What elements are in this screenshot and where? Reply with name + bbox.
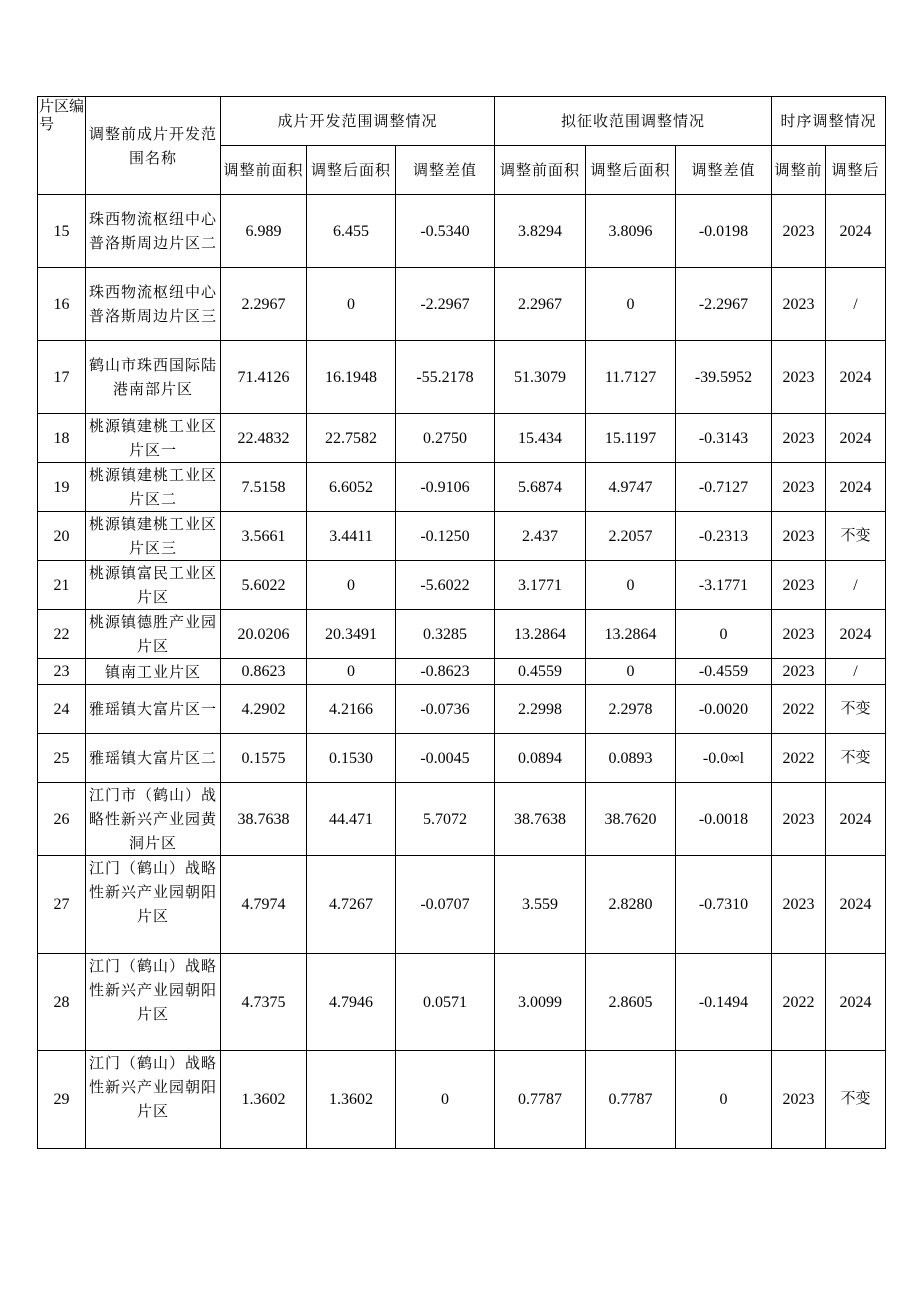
dev-diff: 0 bbox=[396, 1051, 495, 1149]
dev-before: 4.2902 bbox=[221, 685, 307, 734]
table-row bbox=[38, 268, 886, 341]
dev-after: 44.471 bbox=[307, 783, 396, 856]
time-after: / bbox=[826, 561, 886, 610]
header-dev-before: 调整前面积 bbox=[221, 146, 307, 195]
dev-diff: -0.5340 bbox=[396, 195, 495, 268]
exp-diff: -0.0018 bbox=[676, 783, 772, 856]
header-exp-after: 调整后面积 bbox=[586, 146, 676, 195]
exp-before: 15.434 bbox=[495, 414, 586, 463]
time-after: 2024 bbox=[826, 954, 886, 1051]
row-name: 雅瑶镇大富片区二 bbox=[86, 734, 221, 783]
header-time-before: 调整前 bbox=[772, 146, 826, 195]
row-name: 桃源镇富民工业区片区 bbox=[86, 561, 221, 610]
time-after: 2024 bbox=[826, 610, 886, 659]
exp-diff: -0.1494 bbox=[676, 954, 772, 1051]
header-time-group: 时序调整情况 bbox=[772, 97, 886, 146]
exp-diff: 0 bbox=[676, 610, 772, 659]
dev-diff: -0.1250 bbox=[396, 512, 495, 561]
dev-after: 4.7267 bbox=[307, 856, 396, 954]
time-before: 2023 bbox=[772, 341, 826, 414]
dev-after: 0.1530 bbox=[307, 734, 396, 783]
dev-before: 6.989 bbox=[221, 195, 307, 268]
dev-before: 0.8623 bbox=[221, 659, 307, 685]
row-id: 27 bbox=[38, 856, 86, 954]
exp-diff: -0.4559 bbox=[676, 659, 772, 685]
dev-after: 0 bbox=[307, 561, 396, 610]
dev-after: 6.455 bbox=[307, 195, 396, 268]
dev-after: 4.7946 bbox=[307, 954, 396, 1051]
row-id: 19 bbox=[38, 463, 86, 512]
row-id: 23 bbox=[38, 659, 86, 685]
dev-before: 22.4832 bbox=[221, 414, 307, 463]
exp-before: 3.0099 bbox=[495, 954, 586, 1051]
row-name: 珠西物流枢纽中心普洛斯周边片区二 bbox=[86, 195, 221, 268]
exp-after: 0 bbox=[586, 268, 676, 341]
table-row bbox=[38, 341, 886, 414]
time-before: 2023 bbox=[772, 414, 826, 463]
exp-before: 2.437 bbox=[495, 512, 586, 561]
exp-diff: -39.5952 bbox=[676, 341, 772, 414]
row-name: 桃源镇德胜产业园片区 bbox=[86, 610, 221, 659]
exp-diff: -0.3143 bbox=[676, 414, 772, 463]
time-before: 2023 bbox=[772, 856, 826, 954]
time-after: 不变 bbox=[826, 685, 886, 734]
exp-diff: -0.7127 bbox=[676, 463, 772, 512]
time-after: 不变 bbox=[826, 1051, 886, 1149]
header-time-after: 调整后 bbox=[826, 146, 886, 195]
table-row bbox=[38, 954, 886, 1051]
exp-after: 2.8605 bbox=[586, 954, 676, 1051]
row-id: 20 bbox=[38, 512, 86, 561]
header-row-1 bbox=[38, 97, 886, 146]
table-row bbox=[38, 1051, 886, 1149]
row-id: 16 bbox=[38, 268, 86, 341]
row-name: 雅瑶镇大富片区一 bbox=[86, 685, 221, 734]
dev-after: 1.3602 bbox=[307, 1051, 396, 1149]
exp-after: 15.1197 bbox=[586, 414, 676, 463]
dev-before: 7.5158 bbox=[221, 463, 307, 512]
time-before: 2023 bbox=[772, 610, 826, 659]
row-id: 15 bbox=[38, 195, 86, 268]
time-after: 2024 bbox=[826, 341, 886, 414]
exp-before: 13.2864 bbox=[495, 610, 586, 659]
dev-diff: -2.2967 bbox=[396, 268, 495, 341]
header-dev-diff: 调整差值 bbox=[396, 146, 495, 195]
header-name: 调整前成片开发范围名称 bbox=[86, 97, 221, 195]
row-id: 17 bbox=[38, 341, 86, 414]
header-id: 片区编号 bbox=[38, 97, 86, 195]
dev-diff: -55.2178 bbox=[396, 341, 495, 414]
table-row bbox=[38, 414, 886, 463]
time-after: 2024 bbox=[826, 414, 886, 463]
row-name: 江门（鹤山）战略性新兴产业园朝阳片区 bbox=[86, 1051, 221, 1149]
table-row bbox=[38, 561, 886, 610]
exp-diff: -0.7310 bbox=[676, 856, 772, 954]
exp-diff: 0 bbox=[676, 1051, 772, 1149]
header-exp-diff: 调整差值 bbox=[676, 146, 772, 195]
dev-diff: 0.2750 bbox=[396, 414, 495, 463]
exp-before: 3.1771 bbox=[495, 561, 586, 610]
time-after: 2024 bbox=[826, 856, 886, 954]
exp-before: 0.4559 bbox=[495, 659, 586, 685]
exp-before: 5.6874 bbox=[495, 463, 586, 512]
row-name: 珠西物流枢纽中心普洛斯周边片区三 bbox=[86, 268, 221, 341]
time-before: 2023 bbox=[772, 463, 826, 512]
row-id: 21 bbox=[38, 561, 86, 610]
exp-diff: -0.0020 bbox=[676, 685, 772, 734]
time-before: 2023 bbox=[772, 783, 826, 856]
dev-before: 0.1575 bbox=[221, 734, 307, 783]
dev-diff: -0.0736 bbox=[396, 685, 495, 734]
dev-after: 22.7582 bbox=[307, 414, 396, 463]
exp-before: 3.559 bbox=[495, 856, 586, 954]
dev-after: 16.1948 bbox=[307, 341, 396, 414]
exp-after: 13.2864 bbox=[586, 610, 676, 659]
time-after: / bbox=[826, 268, 886, 341]
row-name: 鹤山市珠西国际陆港南部片区 bbox=[86, 341, 221, 414]
time-before: 2022 bbox=[772, 685, 826, 734]
dev-diff: 0.3285 bbox=[396, 610, 495, 659]
time-after: 2024 bbox=[826, 463, 886, 512]
dev-diff: -0.9106 bbox=[396, 463, 495, 512]
row-id: 28 bbox=[38, 954, 86, 1051]
dev-diff: 5.7072 bbox=[396, 783, 495, 856]
exp-diff: -2.2967 bbox=[676, 268, 772, 341]
row-id: 24 bbox=[38, 685, 86, 734]
exp-after: 4.9747 bbox=[586, 463, 676, 512]
dev-before: 3.5661 bbox=[221, 512, 307, 561]
exp-after: 11.7127 bbox=[586, 341, 676, 414]
exp-before: 51.3079 bbox=[495, 341, 586, 414]
row-name: 桃源镇建桃工业区片区二 bbox=[86, 463, 221, 512]
header-exp-group: 拟征收范围调整情况 bbox=[495, 97, 772, 146]
table-row bbox=[38, 512, 886, 561]
table-row bbox=[38, 685, 886, 734]
dev-before: 71.4126 bbox=[221, 341, 307, 414]
row-id: 25 bbox=[38, 734, 86, 783]
dev-after: 6.6052 bbox=[307, 463, 396, 512]
row-id: 29 bbox=[38, 1051, 86, 1149]
exp-after: 0.7787 bbox=[586, 1051, 676, 1149]
row-name: 江门市（鹤山）战略性新兴产业园黄洞片区 bbox=[86, 783, 221, 856]
dev-diff: -0.0707 bbox=[396, 856, 495, 954]
time-before: 2023 bbox=[772, 1051, 826, 1149]
adjustment-table bbox=[37, 96, 886, 1149]
dev-after: 20.3491 bbox=[307, 610, 396, 659]
dev-after: 3.4411 bbox=[307, 512, 396, 561]
time-after: / bbox=[826, 659, 886, 685]
table-row bbox=[38, 463, 886, 512]
table-row bbox=[38, 195, 886, 268]
time-before: 2022 bbox=[772, 954, 826, 1051]
dev-after: 0 bbox=[307, 659, 396, 685]
header-dev-group: 成片开发范围调整情况 bbox=[221, 97, 495, 146]
dev-diff: -5.6022 bbox=[396, 561, 495, 610]
dev-diff: -0.0045 bbox=[396, 734, 495, 783]
exp-before: 2.2967 bbox=[495, 268, 586, 341]
exp-after: 2.2057 bbox=[586, 512, 676, 561]
exp-diff: -3.1771 bbox=[676, 561, 772, 610]
row-name: 桃源镇建桃工业区片区三 bbox=[86, 512, 221, 561]
time-before: 2022 bbox=[772, 734, 826, 783]
header-exp-before: 调整前面积 bbox=[495, 146, 586, 195]
table-row bbox=[38, 734, 886, 783]
exp-before: 38.7638 bbox=[495, 783, 586, 856]
row-id: 22 bbox=[38, 610, 86, 659]
dev-before: 2.2967 bbox=[221, 268, 307, 341]
exp-after: 2.8280 bbox=[586, 856, 676, 954]
dev-after: 0 bbox=[307, 268, 396, 341]
exp-after: 2.2978 bbox=[586, 685, 676, 734]
dev-before: 20.0206 bbox=[221, 610, 307, 659]
dev-before: 1.3602 bbox=[221, 1051, 307, 1149]
time-after: 2024 bbox=[826, 783, 886, 856]
exp-diff: -0.0198 bbox=[676, 195, 772, 268]
time-before: 2023 bbox=[772, 659, 826, 685]
time-before: 2023 bbox=[772, 512, 826, 561]
exp-after: 0 bbox=[586, 659, 676, 685]
exp-after: 0 bbox=[586, 561, 676, 610]
time-before: 2023 bbox=[772, 268, 826, 341]
dev-before: 4.7974 bbox=[221, 856, 307, 954]
table-row bbox=[38, 856, 886, 954]
dev-after: 4.2166 bbox=[307, 685, 396, 734]
time-before: 2023 bbox=[772, 561, 826, 610]
time-after: 不变 bbox=[826, 512, 886, 561]
exp-diff: -0.2313 bbox=[676, 512, 772, 561]
dev-before: 5.6022 bbox=[221, 561, 307, 610]
exp-before: 2.2998 bbox=[495, 685, 586, 734]
exp-diff: -0.0∞l bbox=[676, 734, 772, 783]
time-after: 2024 bbox=[826, 195, 886, 268]
exp-after: 38.7620 bbox=[586, 783, 676, 856]
exp-after: 0.0893 bbox=[586, 734, 676, 783]
row-id: 26 bbox=[38, 783, 86, 856]
row-id: 18 bbox=[38, 414, 86, 463]
row-name: 江门（鹤山）战略性新兴产业园朝阳片区 bbox=[86, 954, 221, 1051]
dev-diff: 0.0571 bbox=[396, 954, 495, 1051]
exp-after: 3.8096 bbox=[586, 195, 676, 268]
dev-before: 4.7375 bbox=[221, 954, 307, 1051]
exp-before: 0.0894 bbox=[495, 734, 586, 783]
exp-before: 3.8294 bbox=[495, 195, 586, 268]
row-name: 桃源镇建桃工业区片区一 bbox=[86, 414, 221, 463]
dev-diff: -0.8623 bbox=[396, 659, 495, 685]
exp-before: 0.7787 bbox=[495, 1051, 586, 1149]
dev-before: 38.7638 bbox=[221, 783, 307, 856]
table-row bbox=[38, 659, 886, 685]
row-name: 江门（鹤山）战略性新兴产业园朝阳片区 bbox=[86, 856, 221, 954]
table-row bbox=[38, 610, 886, 659]
time-before: 2023 bbox=[772, 195, 826, 268]
header-dev-after: 调整后面积 bbox=[307, 146, 396, 195]
row-name: 镇南工业片区 bbox=[86, 659, 221, 685]
time-after: 不变 bbox=[826, 734, 886, 783]
table-row bbox=[38, 783, 886, 856]
